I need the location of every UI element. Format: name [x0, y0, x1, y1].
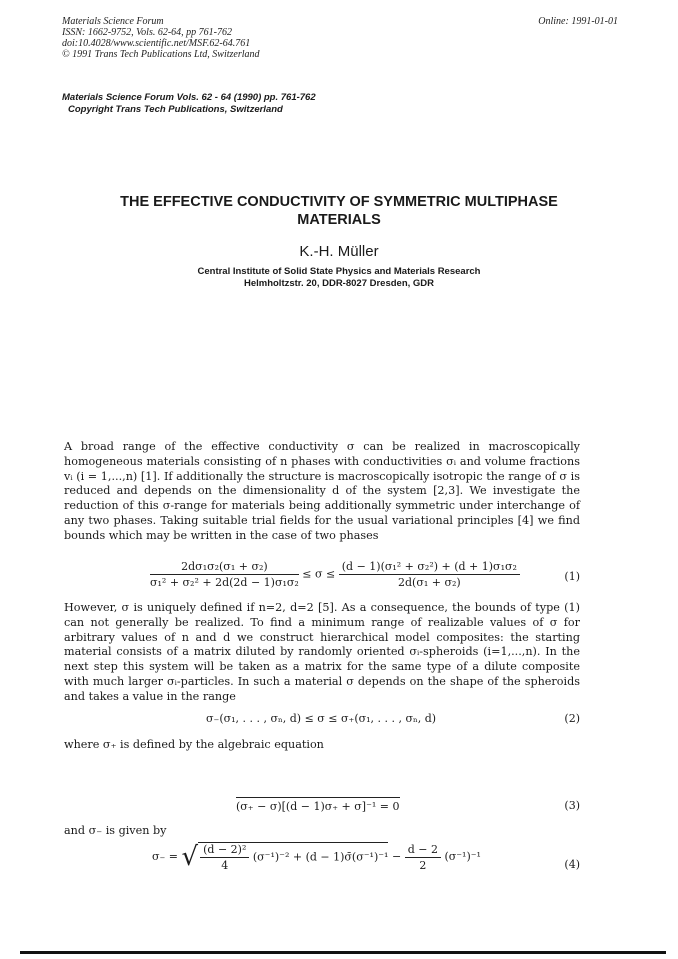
author-name: K.-H. Müller — [299, 243, 379, 260]
equation-number-4: (4) — [564, 858, 580, 871]
online-date: Online: 1991-01-01 — [538, 16, 618, 27]
paragraph-hierarchical: However, σ is uniquely defined if n=2, d=2 [5]. As a consequence, the bounds of type (1) can not generally be realized. To find a minimum range of realizable values of σ for arbitrary values of n and d we construct hierarchical model composites: the starting material consists of a matrix diluted by randomly oriented σᵢ-spheroids (i=1,...,n). In the next step this system will be taken as a matrix for the same type of a dilute composite with much larger σᵢ-particles. In such a material σ depends on the shape of the spheroids and takes a value in the range — [64, 601, 580, 703]
journal-header — [62, 16, 362, 60]
eq4-frac2-numerator: d − 2 — [405, 843, 441, 858]
eq1-right-denominator: 2d(σ₁ + σ₂) — [397, 576, 461, 589]
affiliation-line-1: Central Institute of Solid State Physics and Materials Research — [197, 266, 481, 277]
eq3-body: (σ₊ − σ)[(d − 1)σ₊ + σ]⁻¹ = 0 — [236, 797, 400, 813]
eq1-left-fraction — [150, 560, 299, 589]
eq4-sqrt-fraction — [200, 843, 249, 872]
eq1-left-denominator: σ₁² + σ₂² + 2d(2d − 1)σ₁σ₂ — [150, 576, 299, 589]
equation-1 — [64, 560, 580, 596]
eq4-sqrt-content — [198, 842, 388, 872]
affiliation — [0, 266, 678, 290]
equation-number-1: (1) — [564, 570, 580, 583]
eq4-sqrt-denominator: 4 — [221, 859, 229, 872]
eq1-right-numerator: (d − 1)(σ₁² + σ₂²) + (d + 1)σ₁σ₂ — [339, 560, 520, 575]
sqrt-symbol: √ — [181, 842, 199, 872]
citation-line-1: Materials Science Forum Vols. 62 - 64 (1990) pp. 761-762 — [62, 92, 316, 103]
paragraph-sigma-plus: where σ₊ is defined by the algebraic equation — [64, 738, 324, 751]
journal-copyright: © 1991 Trans Tech Publications Ltd, Switzerland — [62, 49, 260, 60]
eq2-body: σ₋(σ₁, . . . , σₙ, d) ≤ σ ≤ σ₊(σ₁, . . . , σₙ, d) — [206, 712, 437, 725]
journal-doi[interactable]: doi:10.4028/www.scientific.net/MSF.62-64.761 — [62, 38, 251, 49]
affiliation-line-2: Helmholtzstr. 20, DDR-8027 Dresden, GDR — [243, 278, 435, 289]
eq4-fraction-2 — [405, 843, 441, 872]
eq4-frac2-denominator: 2 — [419, 858, 427, 872]
paragraph-sigma-minus: and σ₋ is given by — [64, 824, 167, 837]
eq1-right-fraction — [339, 560, 520, 589]
eq1-middle: ≤ σ ≤ — [302, 567, 336, 581]
equation-number-3: (3) — [564, 799, 580, 812]
paper-title — [60, 193, 618, 229]
eq4-minus: − — [391, 850, 402, 863]
eq1-left-numerator: 2dσ₁σ₂(σ₁ + σ₂) — [150, 560, 299, 575]
paragraph-intro: A broad range of the effective conductivity σ can be realized in macroscopically homogeneous materials consisting of n phases with conductivities σᵢ and volume fractions vᵢ (i = 1,...,n) [1]. If additionally the structure is macroscopically isotropic the range of σ is reduced and depends on the dimensionality d of the system [2,3]. We investigate the reduction of this σ-range for materials being additionally symmetric under interchange of any two phases. Taking suitable trial fields for the usual variational principles [4] we find bounds which may be written in the case of two phases — [64, 440, 580, 542]
footer-rule — [20, 951, 666, 954]
journal-issn: ISSN: 1662-9752, Vols. 62-64, pp 761-762 — [62, 27, 232, 38]
title-line-1: THE EFFECTIVE CONDUCTIVITY OF SYMMETRIC MULTIPHASE — [120, 194, 558, 210]
equation-number-2: (2) — [564, 712, 580, 725]
eq4-sqrt-rest: (σ⁻¹)⁻² + (d − 1)σ̄(σ⁻¹)⁻¹ — [252, 850, 389, 864]
citation-line-2: Copyright Trans Tech Publications, Switzerland — [68, 104, 283, 115]
eq4-sqrt-numerator: (d − 2)² — [200, 843, 249, 858]
journal-name: Materials Science Forum — [62, 16, 164, 27]
title-line-2: MATERIALS — [297, 212, 381, 228]
citation-block — [62, 92, 316, 116]
eq4-tail: (σ⁻¹)⁻¹ — [444, 850, 481, 863]
eq4-lhs: σ₋ = — [152, 850, 179, 863]
equation-4 — [64, 840, 580, 890]
